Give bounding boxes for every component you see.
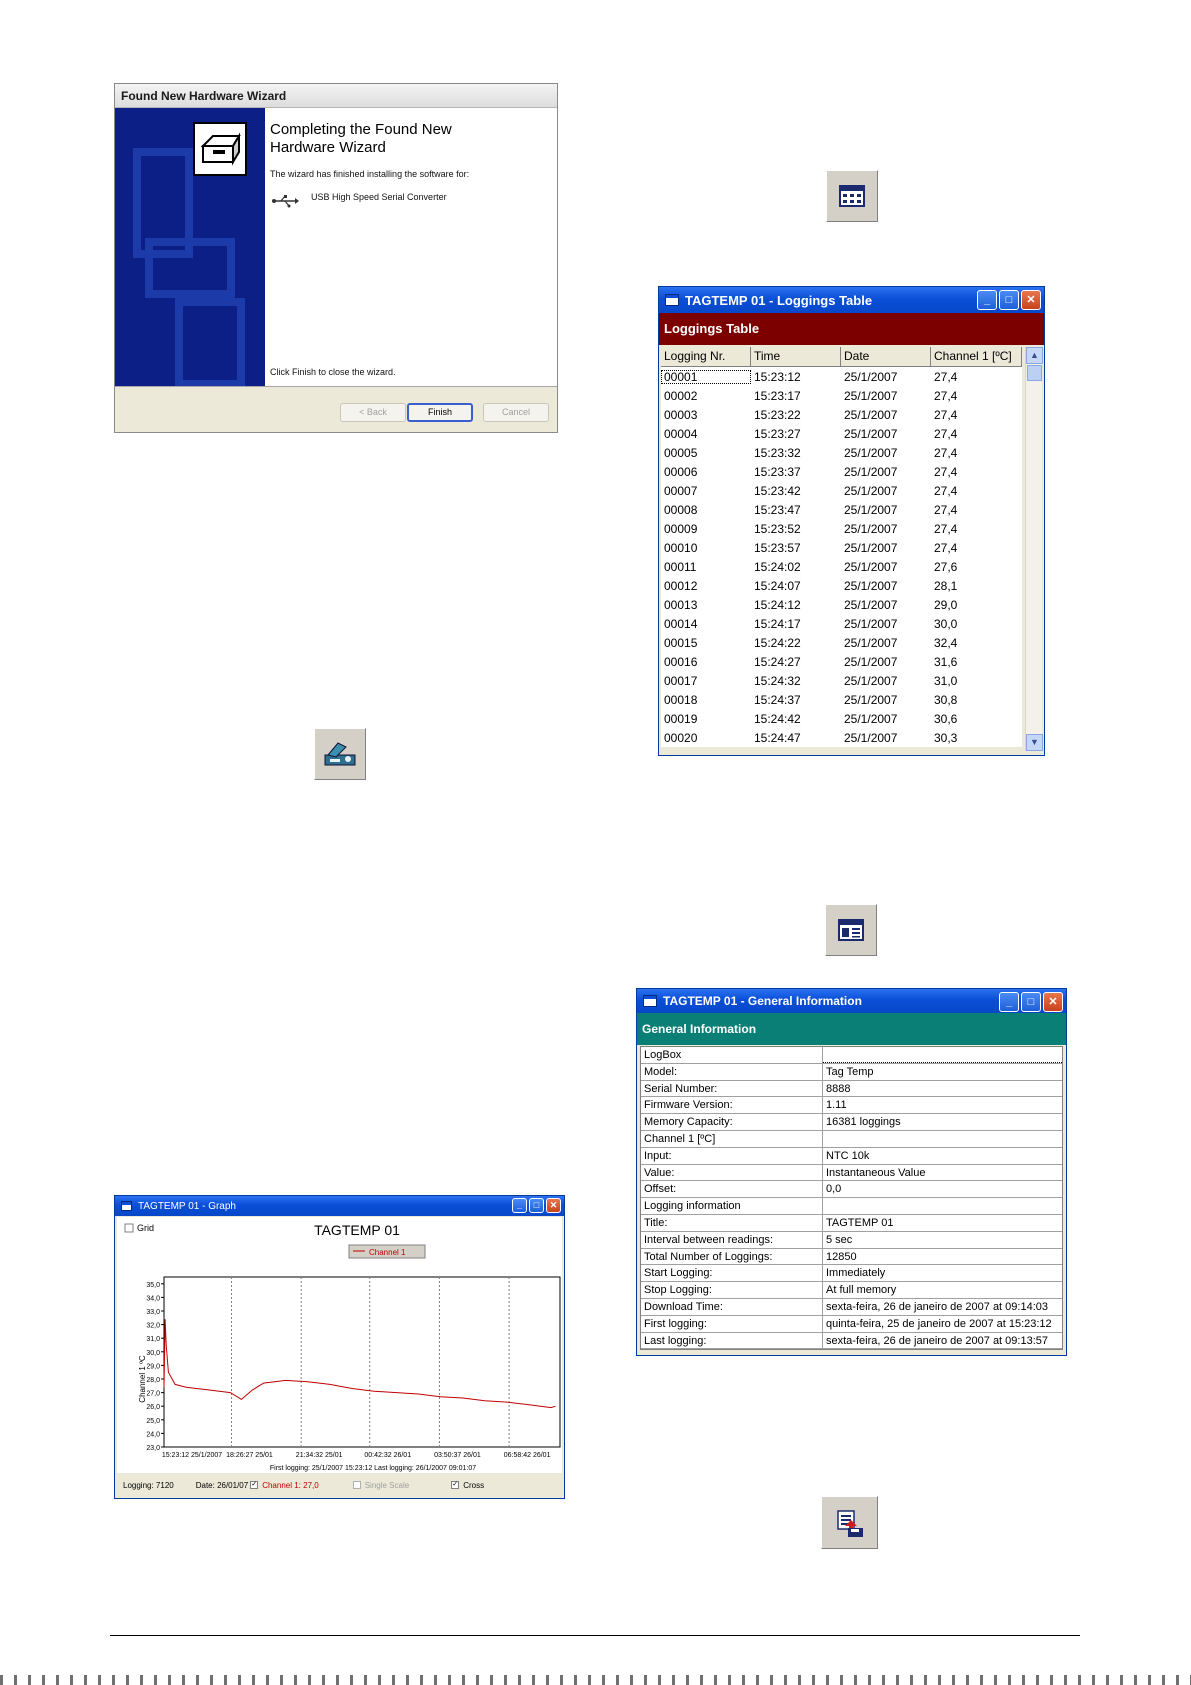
info-value: 0,0	[826, 1183, 842, 1196]
table-row[interactable]	[661, 424, 1022, 443]
cell-logging-nr: 00005	[664, 445, 698, 460]
info-key: Stop Logging:	[641, 1282, 823, 1298]
plot-area	[164, 1277, 560, 1447]
maximize-button[interactable]: □	[1021, 992, 1041, 1012]
table-row[interactable]	[661, 709, 1022, 728]
footer-single-scale: Single Scale	[364, 1480, 410, 1490]
cell-time: 15:23:47	[754, 502, 801, 517]
chart-subtitle: First logging: 25/1/2007 15:23:12 Last logging: 26/1/2007 09:01:07	[269, 1465, 477, 1472]
cell-channel-1: 30,6	[934, 711, 958, 726]
cell-date: 25/1/2007	[844, 559, 898, 574]
cell-logging-nr: 00001	[661, 370, 751, 384]
y-axis-label: Channel 1 ºC	[138, 1355, 147, 1403]
graph-footer	[117, 1474, 562, 1496]
cell-channel-1: 27,4	[934, 407, 958, 422]
x-tick-label: 15:23:12 25/1/2007	[161, 1452, 223, 1459]
info-value: Tag Temp	[826, 1065, 874, 1078]
info-value: sexta-feira, 26 de janeiro de 2007 at 09:14:03	[826, 1300, 1048, 1313]
table-row[interactable]	[661, 443, 1022, 462]
cell-time: 15:23:27	[754, 426, 801, 441]
cell-time: 15:24:27	[754, 654, 801, 669]
cell-time: 15:23:42	[754, 483, 801, 498]
cell-time: 15:23:32	[754, 445, 801, 460]
wizard-finished-text: The wizard has finished installing the software for:	[270, 169, 470, 179]
legend	[349, 1245, 425, 1258]
info-row	[641, 1215, 1062, 1232]
geninfo-header: General Information	[637, 1013, 1066, 1045]
wizard-device-name: USB High Speed Serial Converter	[311, 192, 447, 202]
x-tick-label: 06:58:42 26/01	[503, 1452, 551, 1459]
cell-time: 15:24:22	[754, 635, 801, 650]
cell-date: 25/1/2007	[844, 388, 898, 403]
wizard-title: Found New Hardware Wizard	[115, 84, 557, 108]
channel-checkbox[interactable]: ✓	[251, 1481, 258, 1488]
usb-icon	[271, 194, 299, 211]
info-key: Logging information	[641, 1198, 823, 1214]
cell-channel-1: 27,4	[934, 426, 958, 441]
loggings-grid	[661, 347, 1022, 747]
info-row	[641, 1249, 1062, 1266]
table-row[interactable]	[661, 462, 1022, 481]
info-row	[641, 1198, 1062, 1215]
info-row	[641, 1165, 1062, 1182]
cell-channel-1: 27,4	[934, 445, 958, 460]
info-row	[641, 1265, 1062, 1282]
info-value: sexta-feira, 26 de janeiro de 2007 at 09:13:57	[826, 1334, 1048, 1347]
info-row	[641, 1148, 1062, 1165]
cell-date: 25/1/2007	[844, 407, 898, 422]
vertical-scrollbar[interactable]	[1025, 347, 1042, 751]
cell-channel-1: 27,4	[934, 388, 958, 403]
cell-channel-1: 30,8	[934, 692, 958, 707]
info-key: Title:	[641, 1215, 823, 1231]
cell-logging-nr: 00011	[664, 559, 697, 574]
info-row	[641, 1333, 1062, 1350]
loggings-table-header: Loggings Table	[659, 313, 1044, 345]
cell-date: 25/1/2007	[844, 635, 898, 650]
loggings-column-headers	[661, 347, 1022, 367]
geninfo-window-title: TAGTEMP 01 - General Information	[663, 994, 862, 1008]
back-button[interactable]: < Back	[340, 403, 406, 422]
info-value: TAGTEMP 01	[826, 1216, 894, 1229]
grid-checkbox-group[interactable]	[125, 1223, 154, 1233]
table-row[interactable]	[661, 652, 1022, 671]
table-row[interactable]	[661, 633, 1022, 652]
cell-channel-1: 30,3	[934, 730, 958, 745]
cell-date: 25/1/2007	[844, 578, 898, 593]
loggings-title-bar	[659, 287, 1044, 313]
y-tick-label: 27,0	[146, 1390, 160, 1398]
cross-checkbox[interactable]: ✓	[452, 1481, 459, 1488]
y-tick-label: 33,0	[146, 1309, 160, 1316]
column-header-logging-nr[interactable]: Logging Nr.	[661, 347, 751, 367]
scroll-up-icon[interactable]: ▲	[1026, 347, 1043, 364]
info-key: First logging:	[641, 1316, 823, 1332]
info-key: Last logging:	[641, 1333, 823, 1349]
info-key: Offset:	[641, 1181, 823, 1197]
table-row[interactable]	[661, 557, 1022, 576]
cell-time: 15:23:12	[754, 369, 801, 384]
info-key: Download Time:	[641, 1299, 823, 1315]
cell-time: 15:24:07	[754, 578, 801, 593]
cell-date: 25/1/2007	[844, 692, 898, 707]
column-header-date[interactable]: Date	[841, 347, 931, 367]
y-tick-label: 32,0	[146, 1322, 160, 1330]
scroll-thumb[interactable]	[1027, 365, 1042, 381]
info-value: 1.11	[826, 1099, 847, 1112]
cell-date: 25/1/2007	[844, 521, 898, 536]
cell-time: 15:24:02	[754, 559, 801, 574]
single-scale-checkbox[interactable]	[353, 1481, 361, 1489]
cell-logging-nr: 00002	[664, 388, 698, 403]
cell-channel-1: 27,4	[934, 464, 958, 479]
cell-channel-1: 27,4	[934, 483, 958, 498]
table-row[interactable]	[661, 576, 1022, 595]
table-row[interactable]	[661, 728, 1022, 747]
cell-logging-nr: 00019	[664, 711, 698, 726]
cell-logging-nr: 00017	[664, 673, 698, 688]
info-row	[641, 1064, 1062, 1081]
cell-time: 15:23:57	[754, 540, 801, 555]
wizard-heading: Completing the Found New Hardware Wizard	[270, 121, 452, 156]
info-value: At full memory	[826, 1284, 897, 1297]
wizard-sidebar	[115, 108, 265, 388]
info-value: 16381 loggings	[826, 1116, 901, 1129]
graph-body	[117, 1217, 562, 1473]
info-key: Start Logging:	[641, 1265, 823, 1281]
cell-channel-1: 27,6	[934, 559, 958, 574]
cell-time: 15:24:42	[754, 711, 801, 726]
info-key: Firmware Version:	[641, 1097, 823, 1113]
scroll-down-icon[interactable]: ▼	[1026, 734, 1043, 751]
window-icon	[665, 294, 679, 306]
window-icon	[643, 995, 657, 1007]
cell-time: 15:24:37	[754, 692, 801, 707]
cell-time: 15:23:22	[754, 407, 801, 422]
footer-cross: Cross	[463, 1480, 485, 1490]
cell-time: 15:23:52	[754, 521, 801, 536]
cell-time: 15:24:17	[754, 616, 801, 631]
cell-channel-1: 32,4	[934, 635, 958, 650]
cell-channel-1: 28,1	[934, 578, 958, 593]
cell-date: 25/1/2007	[844, 445, 898, 460]
chart-title: TAGTEMP 01	[314, 1222, 400, 1238]
x-tick-label: 21:34:32 25/01	[295, 1452, 343, 1459]
close-button[interactable]: ✕	[1043, 992, 1063, 1012]
info-key: LogBox	[641, 1047, 823, 1063]
table-icon[interactable]	[826, 170, 878, 222]
cell-channel-1: 31,6	[934, 654, 958, 669]
y-tick-label: 35,0	[146, 1281, 160, 1289]
info-key: Memory Capacity:	[641, 1114, 823, 1130]
info-row	[641, 1299, 1062, 1316]
x-tick-label: 00:42:32 26/01	[364, 1452, 412, 1459]
download-logger-icon[interactable]	[314, 728, 366, 780]
cell-logging-nr: 00010	[664, 540, 698, 555]
footer-channel: Channel 1: 27,0	[262, 1480, 319, 1490]
grid-checkbox[interactable]	[125, 1224, 133, 1232]
table-row[interactable]	[661, 386, 1022, 405]
cell-channel-1: 27,4	[934, 540, 958, 555]
cell-logging-nr: 00014	[664, 616, 698, 631]
cell-channel-1: 30,0	[934, 616, 958, 631]
cell-time: 15:23:17	[754, 388, 801, 403]
y-tick-label: 34,0	[146, 1295, 160, 1303]
graph-title-bar	[115, 1196, 564, 1216]
maximize-button[interactable]: □	[999, 290, 1019, 310]
y-tick-label: 24,0	[146, 1431, 160, 1439]
cell-logging-nr: 00015	[664, 635, 698, 650]
cell-logging-nr: 00003	[664, 407, 698, 422]
info-key: Channel 1 [ºC]	[641, 1131, 823, 1147]
cell-date: 25/1/2007	[844, 540, 898, 555]
info-value: Immediately	[826, 1267, 886, 1280]
loggings-table-window	[658, 286, 1045, 756]
cell-logging-nr: 00020	[664, 730, 698, 745]
finish-button[interactable]: Finish	[407, 403, 473, 422]
info-row	[641, 1181, 1062, 1198]
page-bottom-border	[0, 1675, 1191, 1685]
footer-logging: Logging: 7120	[123, 1480, 174, 1490]
info-row	[641, 1282, 1062, 1299]
cell-logging-nr: 00004	[664, 426, 698, 441]
cell-date: 25/1/2007	[844, 369, 898, 384]
info-row	[641, 1316, 1062, 1333]
info-value	[823, 1047, 1062, 1063]
cell-time: 15:24:32	[754, 673, 801, 688]
cell-logging-nr: 00016	[664, 654, 698, 669]
geninfo-table	[640, 1046, 1063, 1350]
cell-date: 25/1/2007	[844, 711, 898, 726]
cell-date: 25/1/2007	[844, 673, 898, 688]
footer-date: Date: 26/01/07	[195, 1480, 249, 1490]
cell-date: 25/1/2007	[844, 483, 898, 498]
x-tick-label: 18:26:27 25/01	[226, 1452, 273, 1459]
general-information-window	[636, 988, 1067, 1356]
cell-date: 25/1/2007	[844, 464, 898, 479]
export-save-icon[interactable]	[821, 1496, 878, 1549]
table-row[interactable]	[661, 671, 1022, 690]
maximize-button[interactable]: □	[529, 1198, 544, 1213]
legend-label: Channel 1	[369, 1248, 406, 1257]
cell-channel-1: 27,4	[934, 521, 958, 536]
cell-logging-nr: 00012	[664, 578, 698, 593]
info-key: Total Number of Loggings:	[641, 1249, 823, 1265]
close-button[interactable]: ✕	[546, 1198, 561, 1213]
y-tick-label: 30,0	[146, 1349, 160, 1357]
table-row[interactable]	[661, 500, 1022, 519]
info-value: 12850	[826, 1250, 857, 1263]
graph-window	[114, 1195, 565, 1499]
cell-date: 25/1/2007	[844, 597, 898, 612]
y-tick-label: 23,0	[146, 1445, 160, 1452]
table-row[interactable]	[661, 519, 1022, 538]
minimize-button[interactable]: _	[977, 290, 997, 310]
y-tick-label: 26,0	[146, 1404, 160, 1412]
y-tick-label: 28,0	[146, 1377, 160, 1384]
table-row[interactable]	[661, 481, 1022, 500]
info-row	[641, 1131, 1062, 1148]
x-tick-label: 03:50:37 26/01	[434, 1452, 481, 1459]
info-value: quinta-feira, 25 de janeiro de 2007 at 15:23:12	[826, 1317, 1052, 1330]
table-row[interactable]	[661, 614, 1022, 633]
graph-window-title: TAGTEMP 01 - Graph	[138, 1200, 236, 1212]
cell-logging-nr: 00008	[664, 502, 698, 517]
info-key: Input:	[641, 1148, 823, 1164]
info-value: 8888	[826, 1082, 851, 1095]
page-footer-rule	[110, 1635, 1080, 1636]
column-header-channel-1[interactable]: Channel 1 [ºC]	[931, 347, 1022, 367]
geninfo-title-bar	[637, 989, 1066, 1013]
info-key: Serial Number:	[641, 1081, 823, 1097]
info-row	[641, 1097, 1062, 1114]
cell-date: 25/1/2007	[844, 502, 898, 517]
cell-time: 15:24:12	[754, 597, 801, 612]
grid-label: Grid	[137, 1223, 155, 1233]
info-key: Interval between readings:	[641, 1232, 823, 1248]
minimize-button[interactable]: _	[512, 1198, 527, 1213]
info-panel-icon[interactable]	[825, 904, 877, 956]
table-row[interactable]	[661, 405, 1022, 424]
cell-logging-nr: 00006	[664, 464, 698, 479]
cancel-button[interactable]: Cancel	[483, 403, 549, 422]
info-value: Instantaneous Value	[826, 1166, 926, 1179]
cell-date: 25/1/2007	[844, 730, 898, 745]
hardware-wizard-icon	[193, 122, 247, 176]
cell-logging-nr: 00018	[664, 692, 698, 707]
cell-channel-1: 31,0	[934, 673, 958, 688]
table-row[interactable]	[661, 595, 1022, 614]
cell-time: 15:24:47	[754, 730, 801, 745]
cell-logging-nr: 00013	[664, 597, 698, 612]
table-row[interactable]	[661, 367, 1022, 386]
cell-channel-1: 27,4	[934, 502, 958, 517]
cell-logging-nr: 00009	[664, 521, 698, 536]
table-row[interactable]	[661, 690, 1022, 709]
cell-channel-1: 29,0	[934, 597, 958, 612]
y-tick-label: 25,0	[146, 1417, 160, 1425]
cell-date: 25/1/2007	[844, 616, 898, 631]
close-button[interactable]: ✕	[1021, 290, 1041, 310]
info-key: Model:	[641, 1064, 823, 1080]
info-row	[641, 1232, 1062, 1249]
info-row	[641, 1114, 1062, 1131]
cell-time: 15:23:37	[754, 464, 801, 479]
cell-date: 25/1/2007	[844, 426, 898, 441]
info-value	[823, 1131, 1062, 1147]
cell-date: 25/1/2007	[844, 654, 898, 669]
found-new-hardware-wizard	[114, 83, 558, 433]
loggings-window-title: TAGTEMP 01 - Loggings Table	[685, 292, 873, 308]
minimize-button[interactable]: _	[999, 992, 1019, 1012]
y-tick-label: 29,0	[146, 1363, 160, 1371]
column-header-time[interactable]: Time	[751, 347, 841, 367]
window-icon	[121, 1201, 132, 1211]
info-value: 5 sec	[826, 1233, 853, 1246]
table-row[interactable]	[661, 538, 1022, 557]
info-row	[641, 1081, 1062, 1098]
wizard-close-hint: Click Finish to close the wizard.	[270, 367, 396, 377]
info-value	[823, 1198, 1062, 1214]
cell-logging-nr: 00007	[664, 483, 698, 498]
info-value: NTC 10k	[826, 1149, 870, 1162]
info-key: Value:	[641, 1165, 823, 1181]
y-tick-label: 31,0	[146, 1336, 160, 1344]
cell-channel-1: 27,4	[934, 369, 958, 384]
info-row	[641, 1047, 1062, 1064]
temperature-chart	[117, 1217, 562, 1473]
wizard-footer	[115, 386, 557, 432]
